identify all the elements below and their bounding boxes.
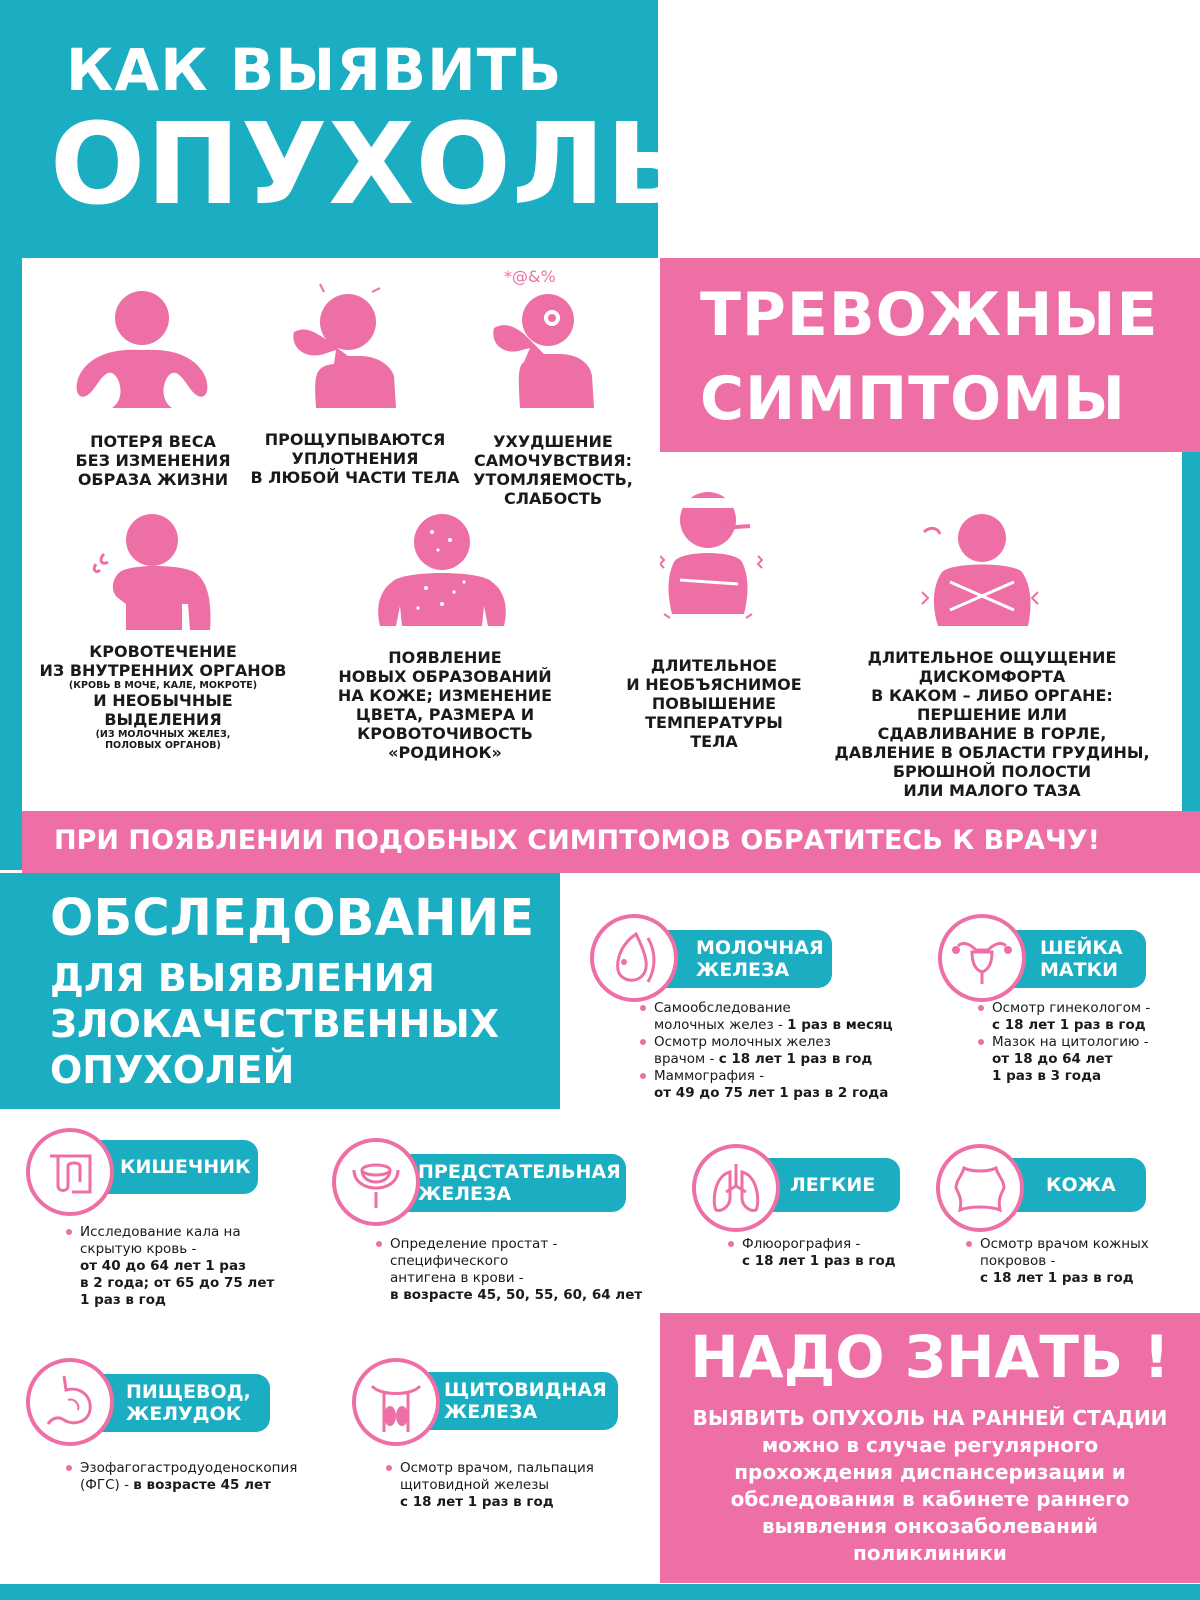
label-line: ЖЕЛЕЗА bbox=[418, 1183, 512, 1205]
symptom-line: ИЗ ВНУТРЕННИХ ОРГАНОВ bbox=[39, 661, 287, 680]
exam-text: Флюорография - bbox=[742, 1236, 861, 1252]
screening-title-line-1: ОБСЛЕДОВАНИЕ bbox=[50, 889, 535, 948]
exam-text: Осмотр гинекологом - bbox=[992, 1000, 1151, 1016]
symptom-line: ПОЯВЛЕНИЕ bbox=[388, 648, 502, 667]
bleeding-person-icon bbox=[90, 512, 220, 632]
prostate-exams bbox=[376, 1236, 666, 1304]
exam-frequency: с 18 лет 1 раз в год bbox=[400, 1494, 554, 1510]
exam-item bbox=[376, 1236, 666, 1304]
symptom-line: В КАКОМ – ЛИБО ОРГАНЕ: bbox=[871, 686, 1113, 705]
breast-exams bbox=[640, 1000, 900, 1102]
exam-frequency: 1 раз в год bbox=[80, 1292, 166, 1308]
exam-frequency: 1 раз в месяц bbox=[787, 1017, 893, 1033]
symptom-line: И НЕОБЪЯСНИМОЕ bbox=[626, 675, 802, 694]
symptom-line: И НЕОБЫЧНЫЕ bbox=[93, 691, 233, 710]
exam-text: Осмотр врачом кожных bbox=[980, 1236, 1149, 1252]
need-to-know-line: выявления онкозаболеваний bbox=[762, 1514, 1098, 1538]
see-doctor-text: ПРИ ПОЯВЛЕНИИ ПОДОБНЫХ СИМПТОМОВ ОБРАТИТЕСЬ К ВРАЧУ! bbox=[54, 825, 1100, 856]
lungs-exams bbox=[728, 1236, 928, 1270]
skin-exams bbox=[966, 1236, 1176, 1287]
frame-corner bbox=[0, 856, 22, 870]
screening-subtitle-line: ЗЛОКАЧЕСТВЕННЫХ bbox=[50, 1002, 500, 1046]
need-to-know-line: прохождения диспансеризации и bbox=[734, 1460, 1126, 1484]
symptom-line: КРОВОТЕЧЕНИЕ bbox=[89, 642, 237, 661]
skin-spots-person-icon bbox=[372, 512, 512, 628]
symptom-discomfort bbox=[832, 648, 1152, 800]
exam-frequency: от 49 до 75 лет 1 раз в 2 года bbox=[654, 1085, 889, 1101]
need-to-know-line: можно в случае регулярного bbox=[761, 1433, 1099, 1457]
exam-text: Определение простат - специфического bbox=[390, 1236, 558, 1269]
exam-frequency: с 18 лет 1 раз в год bbox=[992, 1017, 1146, 1033]
symptom-line: БРЮШНОЙ ПОЛОСТИ bbox=[892, 762, 1092, 781]
symptom-line: НОВЫХ ОБРАЗОВАНИЙ bbox=[338, 667, 552, 686]
symptoms-title-line-2: СИМПТОМЫ bbox=[700, 364, 1126, 434]
symptom-bleeding bbox=[38, 642, 288, 751]
frame-left-bar bbox=[0, 258, 22, 870]
thyroid-exams bbox=[386, 1460, 606, 1511]
symptom-line: ОБРАЗА ЖИЗНИ bbox=[77, 470, 229, 489]
symptom-fatigue bbox=[468, 432, 638, 508]
need-to-know-line: обследования в кабинете раннего bbox=[730, 1487, 1130, 1511]
symptom-line: ДЛИТЕЛЬНОЕ bbox=[650, 656, 778, 675]
prostate-icon bbox=[330, 1136, 422, 1228]
exam-frequency: с 18 лет 1 раз в год bbox=[742, 1253, 896, 1269]
symptom-line: САМОЧУВСТВИЯ: bbox=[473, 451, 633, 470]
svg-text:*@&%: *@&% bbox=[504, 267, 556, 286]
symptom-line: ВЫДЕЛЕНИЯ bbox=[104, 710, 222, 729]
exam-text: врачом - bbox=[654, 1051, 719, 1067]
discomfort-person-icon bbox=[920, 512, 1040, 628]
label-line: ЛЕГКИЕ bbox=[790, 1174, 876, 1196]
screening-title-block bbox=[0, 873, 560, 1109]
symptom-line: ДИСКОМФОРТА bbox=[918, 667, 1066, 686]
exam-item bbox=[978, 1000, 1188, 1034]
symptom-line: ДЛИТЕЛЬНОЕ ОЩУЩЕНИЕ bbox=[867, 648, 1117, 667]
title-block bbox=[0, 0, 693, 258]
symptom-line: ТЕМПЕРАТУРЫ bbox=[645, 713, 783, 732]
exam-item bbox=[66, 1460, 296, 1494]
exam-item bbox=[640, 1000, 900, 1034]
exam-item bbox=[640, 1068, 900, 1102]
exam-item bbox=[728, 1236, 928, 1270]
label-line: ЖЕЛЕЗА bbox=[444, 1401, 538, 1423]
symptom-note: (ИЗ МОЛОЧНЫХ ЖЕЛЕЗ, bbox=[95, 729, 231, 740]
exam-text: молочных желез - bbox=[654, 1017, 788, 1033]
symptom-skin bbox=[330, 648, 560, 762]
skin-icon bbox=[934, 1142, 1026, 1234]
thyroid-icon bbox=[350, 1356, 442, 1448]
symptom-line: СДАВЛИВАНИЕ В ГОРЛЕ, bbox=[877, 724, 1107, 743]
exam-text: покровов - bbox=[980, 1253, 1056, 1269]
screening-subtitle-line: ОПУХОЛЕЙ bbox=[50, 1048, 295, 1092]
need-to-know-line: поликлиники bbox=[853, 1541, 1007, 1565]
title-line-1: КАК ВЫЯВИТЬ bbox=[66, 36, 563, 104]
screening-subtitle bbox=[50, 955, 499, 1093]
exam-frequency: в возрасте 45, 50, 55, 60, 64 лет bbox=[390, 1287, 643, 1303]
label-line: ЖЕЛУДОК bbox=[126, 1403, 242, 1425]
footer-bar bbox=[0, 1584, 1200, 1600]
exam-frequency: с 18 лет 1 раз в год bbox=[718, 1051, 873, 1067]
label-line: МАТКИ bbox=[1040, 959, 1119, 981]
label-line: КИШЕЧНИК bbox=[120, 1156, 251, 1178]
label-line: ШЕЙКА bbox=[1040, 937, 1123, 959]
exam-text: Осмотр молочных желез bbox=[654, 1034, 831, 1050]
exam-text: Самообследование bbox=[654, 1000, 791, 1016]
symptom-weight-loss bbox=[58, 432, 248, 489]
title-line-2: ОПУХОЛЬ bbox=[50, 100, 693, 230]
symptom-line: ДАВЛЕНИЕ В ОБЛАСТИ ГРУДИНЫ, bbox=[834, 743, 1150, 762]
exam-frequency: 1 раз в 3 года bbox=[992, 1068, 1102, 1084]
cervix-exams bbox=[978, 1000, 1188, 1085]
need-to-know-block bbox=[660, 1313, 1200, 1583]
symptom-line: ЦВЕТА, РАЗМЕРА И bbox=[355, 705, 535, 724]
symptom-line: В ЛЮБОЙ ЧАСТИ ТЕЛА bbox=[250, 468, 460, 487]
stomach-icon bbox=[24, 1356, 116, 1448]
exam-frequency: от 40 до 64 лет 1 раз bbox=[80, 1258, 246, 1274]
symptom-line: БЕЗ ИЗМЕНЕНИЯ bbox=[75, 451, 231, 470]
symptom-line: ПРОЩУПЫВАЮТСЯ bbox=[264, 430, 446, 449]
symptom-line: СЛАБОСТЬ bbox=[503, 489, 603, 508]
exam-frequency: в возрасте 45 лет bbox=[133, 1477, 271, 1493]
exam-text: антигена в крови - bbox=[390, 1270, 524, 1286]
symptom-line: КРОВОТОЧИВОСТЬ bbox=[357, 724, 533, 743]
exam-item bbox=[386, 1460, 606, 1511]
label-line: ПРЕДСТАТЕЛЬНАЯ bbox=[418, 1161, 621, 1183]
exam-frequency: от 18 до 64 лет bbox=[992, 1051, 1113, 1067]
exam-item bbox=[640, 1034, 900, 1068]
symptom-line: ПЕРШЕНИЕ ИЛИ bbox=[916, 705, 1068, 724]
label-line: ЖЕЛЕЗА bbox=[696, 959, 790, 981]
symptom-line: НА КОЖЕ; ИЗМЕНЕНИЕ bbox=[337, 686, 553, 705]
symptom-line: ИЛИ МАЛОГО ТАЗА bbox=[903, 781, 1081, 800]
exam-text: Маммография - bbox=[654, 1068, 765, 1084]
label-line: ЩИТОВИДНАЯ bbox=[444, 1379, 607, 1401]
intestine-exams bbox=[66, 1224, 286, 1309]
symptom-line: ТЕЛА bbox=[690, 732, 738, 751]
exam-item bbox=[66, 1224, 286, 1309]
symptom-note: (КРОВЬ В МОЧЕ, КАЛЕ, МОКРОТЕ) bbox=[68, 680, 258, 691]
stomach-exams bbox=[66, 1460, 296, 1494]
symptom-lumps bbox=[250, 430, 460, 487]
exam-text: Осмотр врачом, пальпация bbox=[400, 1460, 594, 1476]
uterus-icon bbox=[936, 912, 1028, 1004]
symptoms-title-block bbox=[660, 258, 1200, 452]
screening-subtitle-line: ДЛЯ ВЫЯВЛЕНИЯ bbox=[50, 956, 435, 1000]
frame-right-bar bbox=[1182, 452, 1200, 812]
palpating-person-icon bbox=[290, 280, 410, 410]
dizzy-person-icon bbox=[490, 262, 600, 410]
symptom-line: ПОВЫШЕНИЕ bbox=[651, 694, 777, 713]
symptom-fever bbox=[614, 656, 814, 751]
symptom-line: УТОМЛЯЕМОСТЬ, bbox=[473, 470, 633, 489]
symptom-line: УХУДШЕНИЕ bbox=[493, 432, 613, 451]
weight-loss-person-icon bbox=[72, 290, 212, 412]
exam-item bbox=[966, 1236, 1176, 1287]
exam-text: (ФГС) - bbox=[80, 1477, 134, 1493]
symptom-line: «РОДИНОК» bbox=[388, 743, 502, 762]
label-line: ПИЩЕВОД, bbox=[126, 1381, 251, 1403]
exam-frequency: с 18 лет 1 раз в год bbox=[980, 1270, 1134, 1286]
exam-text: скрытую кровь - bbox=[80, 1241, 197, 1257]
breast-icon bbox=[588, 912, 680, 1004]
intestine-icon bbox=[24, 1126, 116, 1218]
exam-text: Эзофагогастродуоденоскопия bbox=[80, 1460, 298, 1476]
symptoms-title-line-1: ТРЕВОЖНЫЕ bbox=[700, 280, 1159, 350]
fever-person-icon bbox=[660, 484, 770, 630]
label-line: КОЖА bbox=[1046, 1174, 1116, 1196]
need-to-know-text bbox=[670, 1405, 1190, 1567]
symptom-note: ПОЛОВЫХ ОРГАНОВ) bbox=[105, 740, 221, 751]
label-line: МОЛОЧНАЯ bbox=[696, 937, 824, 959]
exam-frequency: в 2 года; от 65 до 75 лет bbox=[80, 1275, 275, 1291]
lungs-icon bbox=[690, 1142, 782, 1234]
exam-text: Мазок на цитологию - bbox=[992, 1034, 1149, 1050]
exam-item bbox=[978, 1034, 1188, 1085]
symptom-line: УПЛОТНЕНИЯ bbox=[291, 449, 419, 468]
need-to-know-line: ВЫЯВИТЬ ОПУХОЛЬ НА РАННЕЙ СТАДИИ bbox=[692, 1406, 1168, 1430]
symptom-line: ПОТЕРЯ ВЕСА bbox=[90, 432, 216, 451]
need-to-know-title: НАДО ЗНАТЬ ! bbox=[690, 1323, 1170, 1391]
see-doctor-banner bbox=[22, 811, 1200, 873]
exam-text: Исследование кала на bbox=[80, 1224, 241, 1240]
exam-text: щитовидной железы bbox=[400, 1477, 550, 1493]
